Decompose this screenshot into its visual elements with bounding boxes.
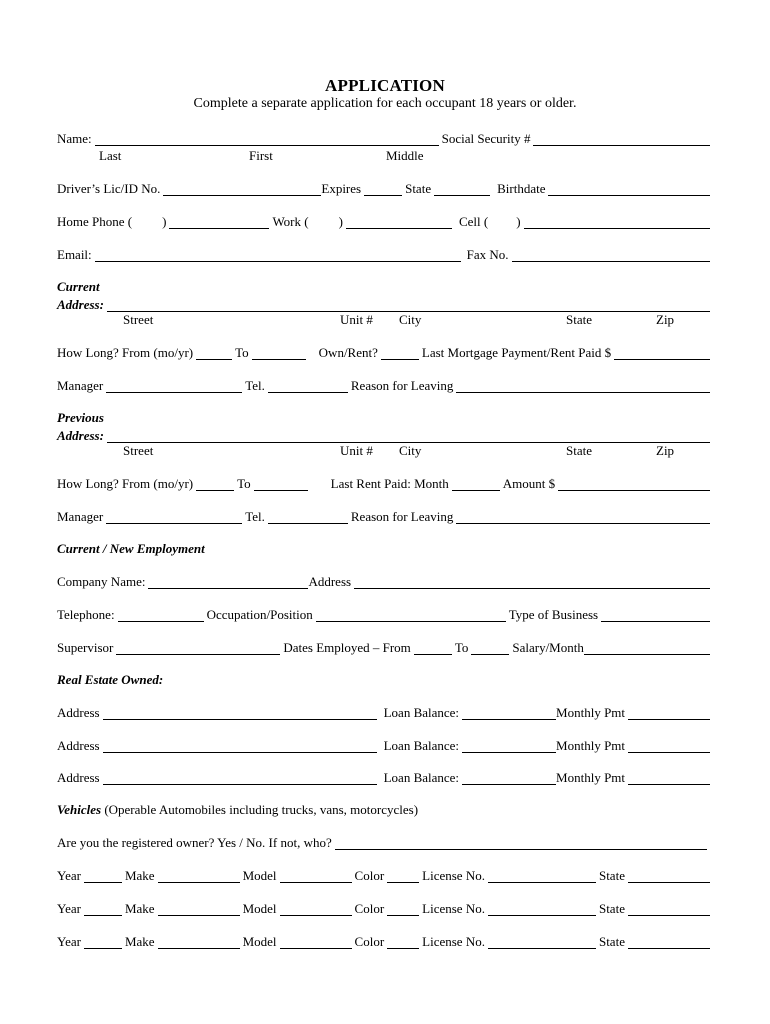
vehicle-color-field[interactable] — [387, 870, 419, 883]
state-field[interactable] — [434, 183, 490, 196]
vehicle-year-field[interactable] — [84, 936, 122, 949]
vehicle-model-field[interactable] — [280, 903, 352, 916]
form-subtitle: Complete a separate application for each occupant 18 years or older. — [193, 96, 577, 111]
current-city-caption: City — [399, 312, 422, 327]
salary-field[interactable] — [584, 642, 710, 655]
dates-to-label: To — [454, 640, 469, 655]
re-address-field[interactable] — [103, 772, 377, 785]
vehicle-color-label: Color — [354, 901, 385, 916]
real-estate-row-2 — [57, 735, 713, 753]
registered-owner-field[interactable] — [335, 837, 707, 850]
vehicle-model-label: Model — [242, 868, 277, 883]
supervisor-label: Supervisor — [57, 640, 114, 655]
current-manager-row — [57, 375, 713, 393]
vehicle-year-label: Year — [57, 868, 81, 883]
previous-tel-field[interactable] — [268, 511, 348, 524]
re-loan-balance-label: Loan Balance: — [383, 738, 460, 753]
previous-manager-row — [57, 506, 713, 524]
current-address-heading-line2: Address: — [57, 297, 104, 312]
last-payment-field[interactable] — [614, 347, 710, 360]
re-monthly-pmt-field[interactable] — [628, 772, 710, 785]
current-manager-label: Manager — [57, 378, 104, 393]
vehicles-heading-line — [57, 802, 418, 817]
current-zip-caption: Zip — [656, 312, 675, 327]
birthdate-field[interactable] — [548, 183, 710, 196]
amount-label: Amount $ — [502, 476, 556, 491]
vehicle-year-field[interactable] — [84, 903, 122, 916]
current-tel-label: Tel. — [245, 378, 265, 393]
re-monthly-pmt-field[interactable] — [628, 740, 710, 753]
re-loan-balance-label: Loan Balance: — [383, 705, 460, 720]
vehicle-make-field[interactable] — [158, 936, 240, 949]
name-row — [57, 128, 713, 146]
vehicle-state-field[interactable] — [628, 936, 710, 949]
drivers-lic-field[interactable] — [163, 183, 321, 196]
current-unit-caption: Unit # — [340, 312, 373, 327]
fax-label: Fax No. — [466, 247, 509, 262]
vehicle-row-3 — [57, 931, 713, 949]
vehicles-heading: Vehicles — [57, 802, 102, 817]
vehicle-make-field[interactable] — [158, 903, 240, 916]
occupation-label: Occupation/Position — [206, 607, 313, 622]
name-label: Name: — [57, 131, 92, 146]
previous-from-field[interactable] — [196, 478, 234, 491]
name-field[interactable] — [95, 133, 439, 146]
cell-phone-field[interactable] — [524, 216, 710, 229]
vehicle-model-label: Model — [242, 901, 277, 916]
drivers-lic-label: Driver’s Lic/ID No. — [57, 181, 161, 196]
previous-to-label: To — [237, 476, 251, 491]
form-title: APPLICATION — [325, 76, 445, 95]
re-monthly-pmt-label: Monthly Pmt — [556, 705, 626, 720]
previous-to-field[interactable] — [254, 478, 308, 491]
company-address-label: Address — [308, 574, 352, 589]
vehicle-state-label: State — [598, 868, 625, 883]
previous-reason-label: Reason for Leaving — [350, 509, 454, 524]
registered-owner-question: Are you the registered owner? Yes / No. If not, who? — [57, 835, 332, 850]
email-field[interactable] — [95, 249, 461, 262]
vehicle-model-field[interactable] — [280, 870, 352, 883]
re-monthly-pmt-label: Monthly Pmt — [556, 770, 626, 785]
own-rent-label: Own/Rent? — [318, 345, 378, 360]
supervisor-row — [57, 637, 713, 655]
previous-city-caption: City — [399, 443, 422, 458]
current-reason-label: Reason for Leaving — [350, 378, 454, 393]
email-label: Email: — [57, 247, 92, 262]
dates-to-field[interactable] — [471, 642, 509, 655]
vehicle-year-label: Year — [57, 901, 81, 916]
last-rent-month-field[interactable] — [452, 478, 500, 491]
re-monthly-pmt-field[interactable] — [628, 707, 710, 720]
re-loan-balance-field[interactable] — [462, 772, 556, 785]
middle-caption: Middle — [386, 148, 424, 163]
re-loan-balance-field[interactable] — [462, 707, 556, 720]
employment-telephone-label: Telephone: — [57, 607, 115, 622]
vehicle-state-field[interactable] — [628, 870, 710, 883]
phone-row — [57, 211, 713, 229]
vehicle-license-field[interactable] — [488, 903, 596, 916]
registered-owner-row — [57, 832, 713, 850]
vehicle-color-field[interactable] — [387, 936, 419, 949]
previous-state-caption: State — [566, 443, 592, 458]
ssn-field[interactable] — [533, 133, 710, 146]
employment-telephone-field[interactable] — [118, 609, 204, 622]
own-rent-field[interactable] — [381, 347, 419, 360]
vehicle-model-label: Model — [242, 934, 277, 949]
vehicle-license-label: License No. — [422, 868, 485, 883]
vehicle-row-2 — [57, 898, 713, 916]
re-address-label: Address — [57, 705, 100, 720]
current-street-caption: Street — [123, 312, 154, 327]
previous-address-heading-line1: Previous — [57, 410, 104, 425]
vehicle-color-field[interactable] — [387, 903, 419, 916]
previous-reason-field[interactable] — [456, 511, 710, 524]
company-row — [57, 571, 713, 589]
cell-phone-close-paren: ) — [516, 214, 521, 229]
ssn-label: Social Security # — [441, 131, 531, 146]
current-manager-field[interactable] — [106, 380, 242, 393]
vehicle-row-1 — [57, 865, 713, 883]
birthdate-label: Birthdate — [497, 181, 546, 196]
salary-label: Salary/Month — [512, 640, 584, 655]
supervisor-field[interactable] — [116, 642, 280, 655]
current-how-long-row — [57, 342, 713, 360]
previous-address-field[interactable] — [107, 430, 710, 443]
telephone-row — [57, 604, 713, 622]
company-name-label: Company Name: — [57, 574, 146, 589]
vehicle-state-field[interactable] — [628, 903, 710, 916]
vehicle-license-field[interactable] — [488, 870, 596, 883]
employment-heading: Current / New Employment — [57, 541, 205, 556]
work-phone-close-paren: ) — [338, 214, 343, 229]
vehicle-model-field[interactable] — [280, 936, 352, 949]
dates-from-field[interactable] — [414, 642, 452, 655]
current-address-field[interactable] — [107, 299, 710, 312]
last-caption: Last — [99, 148, 122, 163]
current-address-heading-line1: Current — [57, 279, 100, 294]
previous-manager-field[interactable] — [106, 511, 242, 524]
vehicle-license-label: License No. — [422, 934, 485, 949]
previous-zip-caption: Zip — [656, 443, 675, 458]
vehicle-year-label: Year — [57, 934, 81, 949]
work-phone-field[interactable] — [346, 216, 452, 229]
home-phone-close-paren: ) — [162, 214, 167, 229]
expires-field[interactable] — [364, 183, 402, 196]
company-name-field[interactable] — [148, 576, 308, 589]
vehicle-license-label: License No. — [422, 901, 485, 916]
re-loan-balance-label: Loan Balance: — [383, 770, 460, 785]
previous-how-long-label: How Long? From (mo/yr) — [57, 476, 194, 491]
dates-employed-label: Dates Employed – From — [283, 640, 411, 655]
vehicle-state-label: State — [598, 901, 625, 916]
real-estate-heading: Real Estate Owned: — [57, 672, 164, 687]
vehicle-make-label: Make — [124, 901, 155, 916]
cell-phone-label: Cell ( — [458, 214, 489, 229]
current-tel-field[interactable] — [268, 380, 348, 393]
work-phone-label: Work ( — [272, 214, 309, 229]
state-label: State — [405, 181, 432, 196]
real-estate-row-3 — [57, 767, 713, 785]
vehicle-make-label: Make — [124, 934, 155, 949]
previous-address-row — [57, 425, 713, 443]
last-payment-label: Last Mortgage Payment/Rent Paid $ — [421, 345, 612, 360]
previous-tel-label: Tel. — [245, 509, 265, 524]
current-reason-field[interactable] — [456, 380, 710, 393]
current-from-field[interactable] — [196, 347, 232, 360]
current-address-row — [57, 294, 713, 312]
type-of-business-label: Type of Business — [508, 607, 599, 622]
re-address-field[interactable] — [103, 740, 377, 753]
license-row — [57, 178, 713, 196]
previous-address-heading-line2: Address: — [57, 428, 104, 443]
re-address-field[interactable] — [103, 707, 377, 720]
vehicles-heading-note: (Operable Automobiles including trucks, vans, motorcycles) — [104, 802, 419, 817]
email-row — [57, 244, 713, 262]
vehicle-color-label: Color — [354, 934, 385, 949]
current-how-long-label: How Long? From (mo/yr) — [57, 345, 194, 360]
fax-field[interactable] — [512, 249, 710, 262]
home-phone-label: Home Phone ( — [57, 214, 133, 229]
previous-street-caption: Street — [123, 443, 154, 458]
current-state-caption: State — [566, 312, 592, 327]
last-rent-paid-label: Last Rent Paid: Month — [330, 476, 449, 491]
real-estate-row-1 — [57, 702, 713, 720]
vehicle-license-field[interactable] — [488, 936, 596, 949]
amount-field[interactable] — [558, 478, 710, 491]
company-address-field[interactable] — [354, 576, 710, 589]
re-loan-balance-field[interactable] — [462, 740, 556, 753]
current-to-label: To — [235, 345, 249, 360]
first-caption: First — [249, 148, 273, 163]
re-address-label: Address — [57, 770, 100, 785]
previous-how-long-row — [57, 473, 713, 491]
vehicle-make-field[interactable] — [158, 870, 240, 883]
occupation-field[interactable] — [316, 609, 506, 622]
vehicle-year-field[interactable] — [84, 870, 122, 883]
current-to-field[interactable] — [252, 347, 306, 360]
previous-unit-caption: Unit # — [340, 443, 373, 458]
vehicle-make-label: Make — [124, 868, 155, 883]
vehicle-state-label: State — [598, 934, 625, 949]
vehicle-color-label: Color — [354, 868, 385, 883]
previous-manager-label: Manager — [57, 509, 104, 524]
re-monthly-pmt-label: Monthly Pmt — [556, 738, 626, 753]
expires-label: Expires — [321, 181, 362, 196]
home-phone-field[interactable] — [169, 216, 269, 229]
type-of-business-field[interactable] — [601, 609, 710, 622]
re-address-label: Address — [57, 738, 100, 753]
